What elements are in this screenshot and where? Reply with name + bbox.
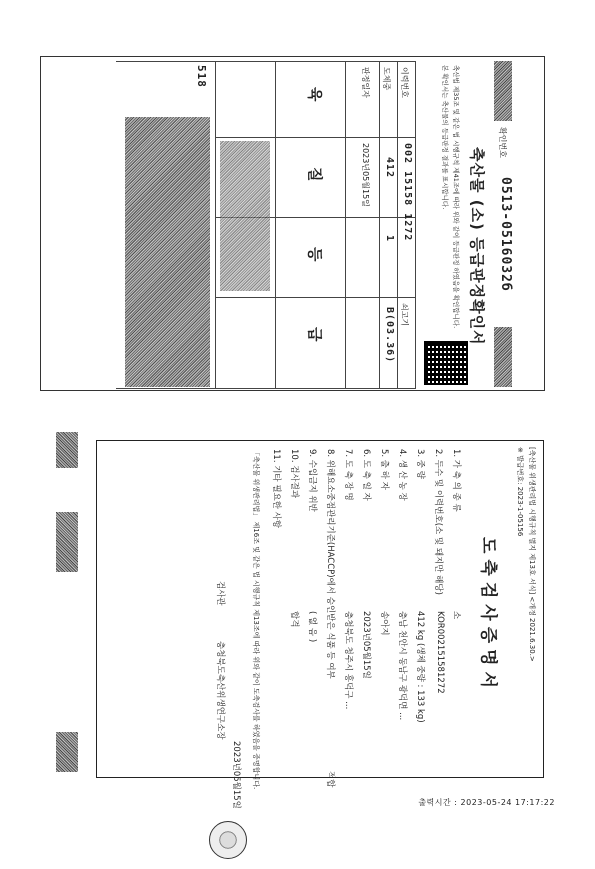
meat-label: 쇠고기 [400,303,409,327]
date-label: 판정일자 [361,67,370,98]
item-9-label: 9. 수입금지 위반 [307,449,317,512]
cert-no-label: 확인번호 [498,127,507,158]
scan-side-strip [56,432,84,792]
item-8-label: 8. 위해요소중점관리기준(HACCP)에서 승인받은 식품 등 여부 [325,449,335,679]
slaughter-title: 도축검사증명서 [478,537,498,694]
item-4-label: 4. 생 산 농 장 [397,449,407,501]
grading-certificate-content [41,57,516,392]
item-1-label: 1. 가 축 의 종 류 [451,449,461,512]
cert-number: 0513-0516032б [498,177,513,292]
grading-title: 축산물 (소) 등급판정확인서 [468,147,486,346]
grading-certificate [40,56,545,391]
item-7-value: 충청북도 청주시 흥덕구 ... [343,611,353,710]
weight-label: 도체중 [382,67,391,91]
header-noise-right [494,327,512,387]
item-9-value: ( 없 음 ) [307,611,317,643]
item-3-label: 3. 중 량 [415,449,425,479]
item-8-value: 적합 [325,771,335,788]
qr-code [424,341,468,385]
grade-char-1: 육 [306,87,324,103]
form-number: ※ 발급번호: 2023-1-05156 [516,447,524,537]
item-6-value: 2023년05월15일 [361,611,371,679]
item-7-label: 7. 도 축 장 명 [343,449,353,501]
bottom-noise-block [125,117,210,387]
print-time: 출력시간 : 2023-05-24 17:17:22 [418,798,555,807]
form-header: [축산물 위생관리법 시행규칙 별지 제13호 서식] <개정 2021.6.30.> [528,447,536,662]
header-noise [494,61,512,121]
issuer: 충청북도축산위생연구소장 [215,641,225,740]
official-seal [209,821,247,859]
item-2-value: KOR002151581272 [435,611,445,694]
grade-char-4: 급 [306,327,324,343]
id-label: 이력번호 [400,67,409,98]
item-10-label: 10. 검사결과 [289,449,299,499]
item-3-value: 412 kg (생체 중량 : 133 kg) [415,611,425,723]
item-5-value: 송아지 [379,611,389,636]
date-value: 2023년05월15일 [361,143,370,207]
inspector-label: 검사관 [215,581,225,606]
legal-notice: 「축산물 위생관리법」 제16조 및 같은 법 시행규칙 제13조에 따라 위와 같이 도축검사를 하였음을 증명합니다. [252,449,260,790]
grade-code: B(03.36) [384,307,395,364]
grading-notice-line-2: 본 확인서는 축산물의 등급판정 결과를 표시합니다. [441,65,449,210]
grade-number: 518 [195,65,208,88]
grade-char-2: 질 [306,167,324,183]
item-4-value: 충남 천안시 동남구 광덕면 ... [397,611,407,721]
issue-date: 2023년05월15일 [231,741,241,809]
grade-noise [220,141,270,291]
weight-value: 412 [384,157,395,179]
item-1-value: 소 [451,611,461,620]
item-5-label: 5. 출 하 자 [379,449,389,490]
item-6-label: 6. 도 축 일 자 [361,449,371,501]
count-value: 1 [384,235,395,243]
grading-notice-line: 축산법 제35조 및 같은 법 시행규칙 제41조에 따라 위와 같이 등급판정 하였음을 확인합니다. [452,65,460,329]
id-number: 002 15158 1272 [402,143,413,242]
item-2-label: 2. 두수 및 이력번호(소 및 돼지만 해당) [433,449,443,595]
item-11-label: 11. 기타 필요한 사항 [271,449,281,529]
item-10-value: 합격 [289,611,299,628]
grade-char-3: 등 [306,247,324,263]
